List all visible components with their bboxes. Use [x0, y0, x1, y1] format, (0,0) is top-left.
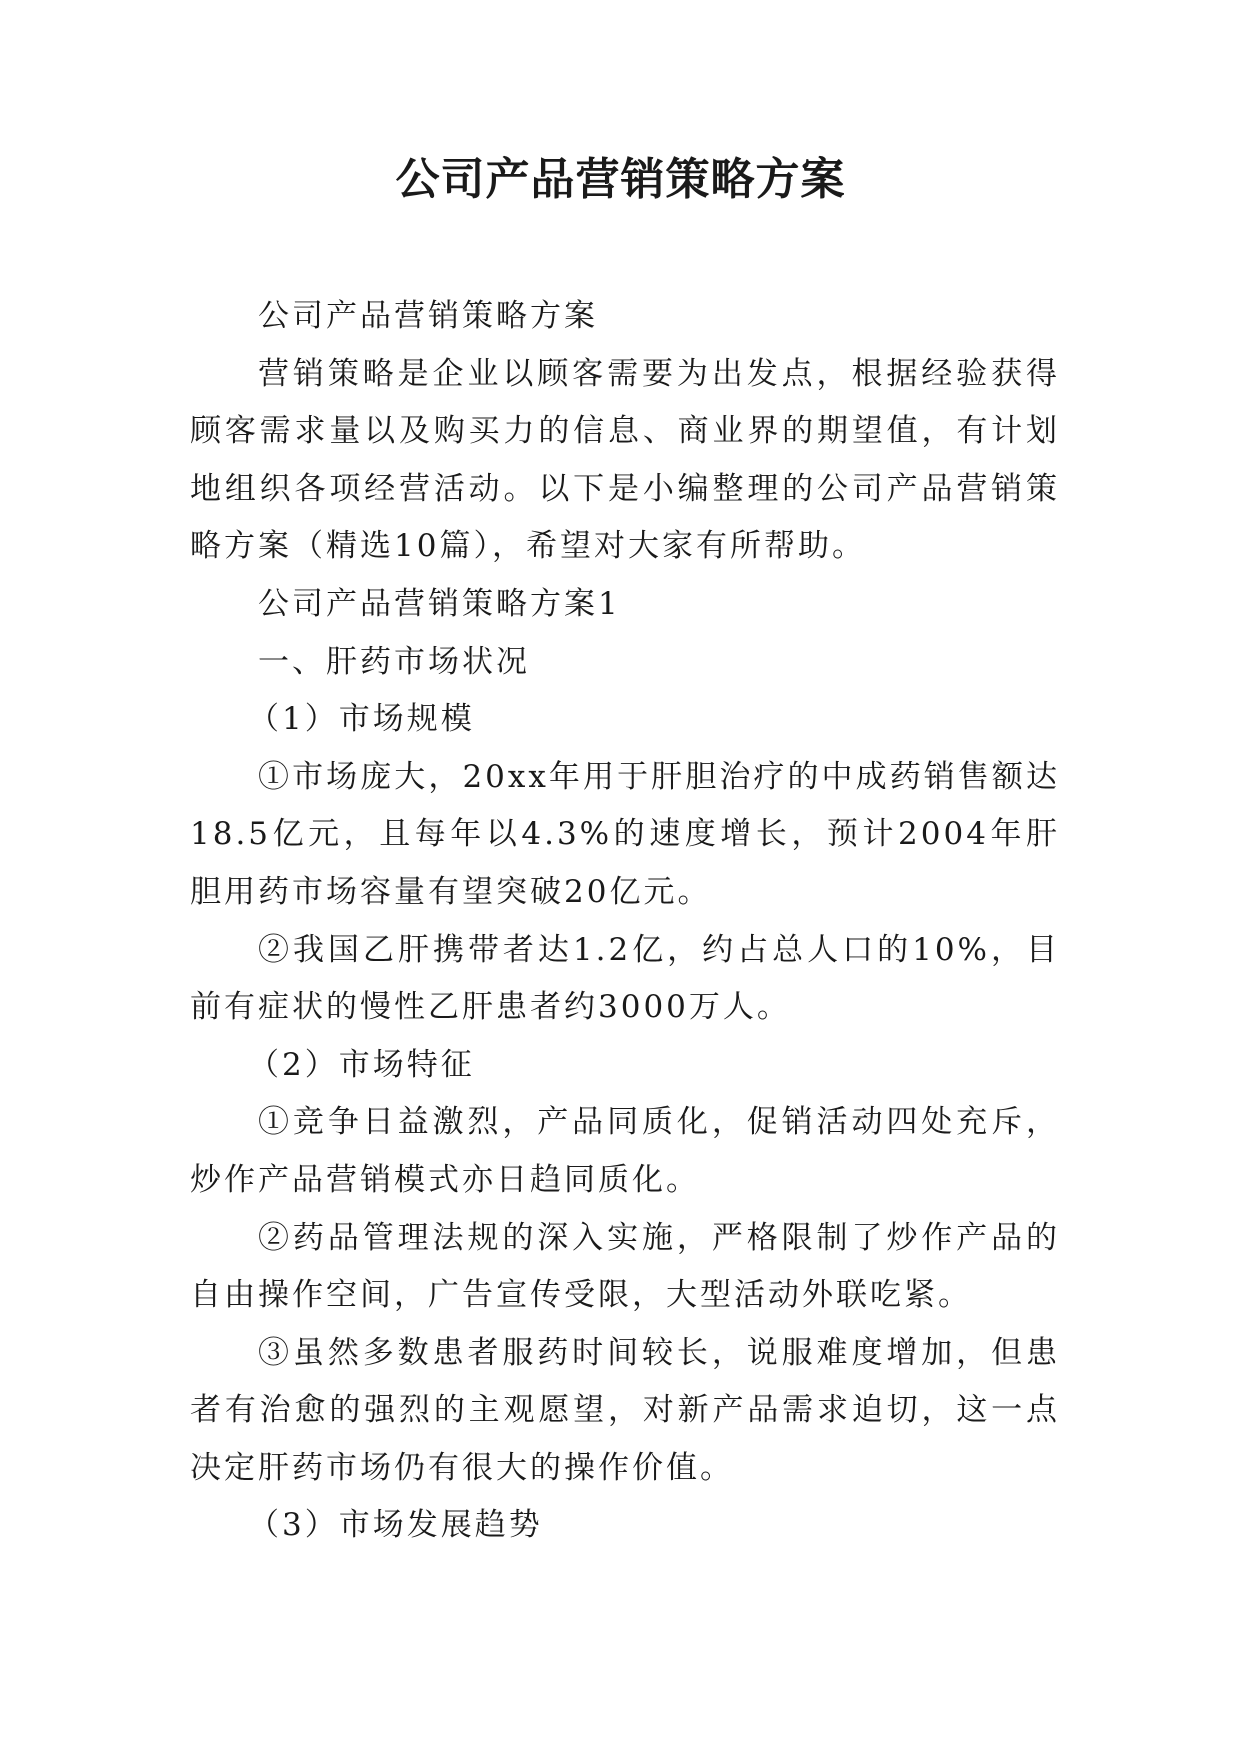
paragraph-market-scale-2: ②我国乙肝携带者达1.2亿，约占总人口的10%，目前有症状的慢性乙肝患者约3000万人。: [190, 931, 1060, 1026]
paragraph-heading-market-status: 一、肝药市场状况: [258, 643, 530, 680]
paragraph-subtitle: 公司产品营销策略方案: [258, 298, 598, 334]
paragraph-intro: 营销策略是企业以顾客需要为出发点，根据经验获得顾客需求量以及购买力的信息、商业界的期望值，有计划地组织各项经营活动。以下是小编整理的公司产品营销策略方案（精选10篇），希望对大家有所帮助。: [190, 355, 1060, 565]
document-body: [190, 288, 1060, 1555]
paragraph-market-features-1: ①竞争日益激烈，产品同质化，促销活动四处充斥，炒作产品营销模式亦日趋同质化。: [190, 1104, 1060, 1198]
paragraph-market-scale-1: ①市场庞大，20xx年用于肝胆治疗的中成药销售额达18.5亿元，且每年以4.3%的速度增长，预计2004年肝胆用药市场容量有望突破20亿元。: [190, 758, 1060, 910]
paragraph-heading-market-features: （2）市场特征: [248, 1046, 475, 1083]
paragraph-heading-market-scale: （1）市场规模: [248, 701, 475, 738]
paragraph-market-features-3: ③虽然多数患者服药时间较长，说服难度增加，但患者有治愈的强烈的主观愿望，对新产品需求迫切，这一点决定肝药市场仍有很大的操作价值。: [190, 1334, 1060, 1486]
document-title: 公司产品营销策略方案: [395, 154, 846, 205]
paragraph-section-heading: 公司产品营销策略方案1: [258, 585, 621, 622]
paragraph-heading-market-trend: （3）市场发展趋势: [248, 1507, 543, 1544]
paragraph-market-features-2: ②药品管理法规的深入实施，严格限制了炒作产品的自由操作空间，广告宣传受限，大型活动外联吃紧。: [190, 1219, 1060, 1314]
